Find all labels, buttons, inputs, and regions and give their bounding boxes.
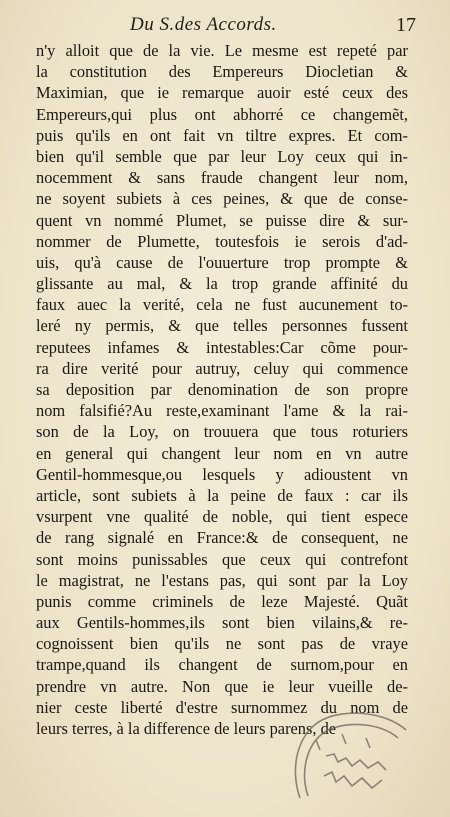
text-line: article, sont subiets à la peine de faux : car ils [36,485,408,505]
text-line: de rang signalé en France:& de consequent, ne [36,528,408,548]
page-number: 17 [396,14,416,36]
text-line: leurs terres, à la difference de leurs parens, de [36,719,337,738]
text-line: uis, qu'à cause de l'ouuerture trop prompte & [36,252,408,272]
text-line: la constitution des Empereurs Diocletian & [36,62,408,82]
text-line: faux auec la verité, cela ne fust aucunement to- [36,295,408,315]
text-line: Gentil-hommesque,ou lesquels y adioustent vn [36,464,408,484]
text-line: punis comme criminels de leze Majesté. Quãt [36,591,408,611]
text-line: bien qu'il semble que par leur Loy ceux qui in- [36,146,408,166]
text-line: n'y alloit que de la vie. Le mesme est repeté par [36,41,408,60]
text-line: nier ceste liberté d'estre surnommez du nom de [36,697,408,717]
text-line: nocemment & sans fraude changent leur nom, [36,168,408,188]
text-line: vsurpent vne qualité de noble, qui tient espece [36,507,408,527]
text-line: reputees infames & intestables:Car cõme pour- [36,337,408,357]
text-line: Maximian, que ie remarque auoir esté ceux des [36,83,408,103]
library-stamp [286,710,416,802]
text-line: le magistrat, ne l'estans pas, qui sont par la Loy [36,570,408,590]
text-line: quent vn nommé Plumet, se puisse dire & sur- [36,210,408,230]
text-line: prendre vn autre. Non que ie leur vueille de- [36,676,408,696]
text-line: leré ny permis, & que telles personnes fussent [36,316,408,336]
text-line: cognoissent bien qu'ils ne sont pas de vraye [36,634,408,654]
running-head: Du S.des Accords. [130,14,277,35]
text-line: Empereurs,qui plus ont abhorré ce changemẽt, [36,104,408,124]
text-line: nommer de Plumette, toutesfois ie serois d'ad- [36,231,408,251]
text-line: ne soyent subiets à ces peines, & que de conse- [36,189,408,209]
text-line: puis qu'ils en ont fait vn tiltre expres. Et com- [36,125,408,145]
text-line: en general qui changent leur nom en vn autre [36,443,408,463]
text-line: sa deposition par denomination de son propre [36,380,408,399]
text-line: son de la Loy, on trouuera que tous roturiers [36,422,408,442]
text-line: aux Gentils-hommes,ils sont bien vilains,& re- [36,613,408,633]
text-line: ra dire verité pour autruy, celuy qui commence [36,358,408,378]
text-line: nom falsifié?Au reste,examinant l'ame & la rai- [36,401,408,421]
text-line: glissante au mal, & la trop grande affinité du [36,274,408,294]
page-header [130,14,416,40]
text-line: trampe,quand ils changent de surnom,pour en [36,655,408,675]
body-text [36,40,408,739]
text-line: sont moins punissables que ceux qui contrefont [36,549,408,569]
